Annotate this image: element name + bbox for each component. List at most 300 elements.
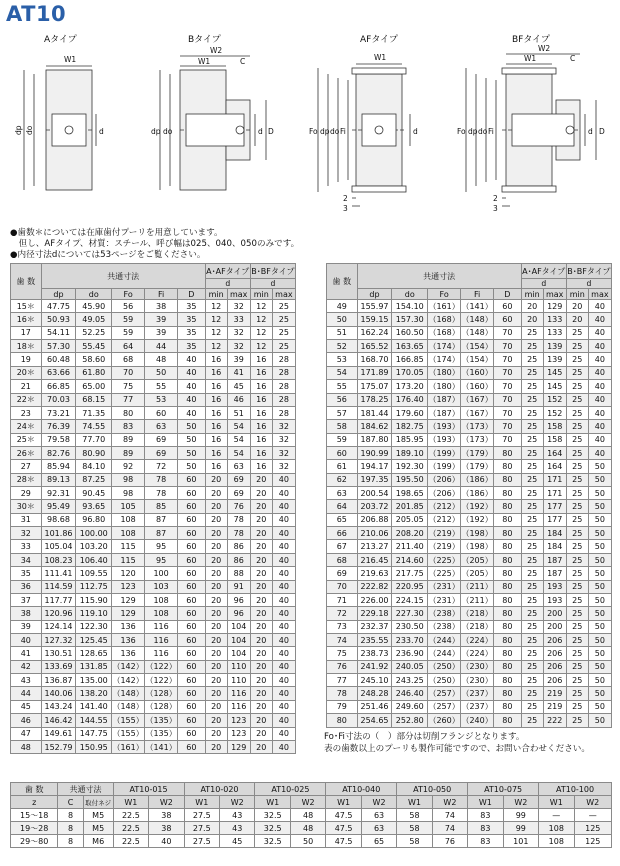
table-cell: （260） xyxy=(428,714,461,727)
table-cell: （211） xyxy=(461,580,494,593)
table-cell: 40 xyxy=(272,527,295,540)
table-cell: 60 xyxy=(494,300,522,313)
table-cell: （174） xyxy=(428,353,461,366)
table-cell: M5 xyxy=(83,809,113,822)
table-row xyxy=(327,433,612,446)
table-cell: 32 xyxy=(272,446,295,459)
table-cell: 20 xyxy=(205,620,227,633)
table-cell: 18＊ xyxy=(11,340,42,353)
table-cell: 159.15 xyxy=(357,313,392,326)
table-cell: （186） xyxy=(461,473,494,486)
table-cell: 40 xyxy=(272,513,295,526)
table-cell: 25 xyxy=(566,366,588,379)
table-cell: 182.75 xyxy=(392,420,428,433)
footnote-line: 表の歯数以上のプーリも製作可能ですので、お問い合わせください。 xyxy=(324,744,590,754)
table-cell: 149.61 xyxy=(41,727,76,740)
table-cell: 50 xyxy=(588,580,611,593)
table-cell: 25 xyxy=(521,500,543,513)
table-cell: 41 xyxy=(227,366,250,379)
table-cell: 12 xyxy=(205,313,227,326)
table-row xyxy=(11,660,296,673)
table-cell: 83 xyxy=(468,809,503,822)
table-cell: 32.5 xyxy=(255,822,291,835)
table-cell: 50 xyxy=(588,674,611,687)
table-cell: 69 xyxy=(145,446,178,459)
table-cell: 12 xyxy=(205,300,227,313)
table-cell: 55 xyxy=(327,380,358,393)
table-cell: 217.75 xyxy=(392,567,428,580)
header-fi: Fi xyxy=(145,289,178,300)
table-cell: 20 xyxy=(205,714,227,727)
table-cell: 40 xyxy=(588,340,611,353)
table-cell: 20 xyxy=(205,553,227,566)
table-cell: 40 xyxy=(588,380,611,393)
table-cell: 25 xyxy=(566,553,588,566)
table-cell: 74.55 xyxy=(76,420,112,433)
table-cell: 25 xyxy=(521,714,543,727)
table-cell: 50 xyxy=(588,620,611,633)
table-cell: — xyxy=(574,809,612,822)
header-screw: 取付ネジ xyxy=(83,796,113,809)
table-cell: 194.17 xyxy=(357,460,392,473)
table-cell: 39 xyxy=(11,620,42,633)
table-cell: 76 xyxy=(227,500,250,513)
table-cell: （238） xyxy=(428,607,461,620)
table-cell: 60 xyxy=(178,740,206,753)
header-do: do xyxy=(392,289,428,300)
table-cell: 70 xyxy=(494,393,522,406)
table-cell: 60 xyxy=(178,647,206,660)
table-cell: 22.5 xyxy=(113,809,149,822)
table-cell: （174） xyxy=(428,340,461,353)
table-cell: 25 xyxy=(521,420,543,433)
table-cell: 25 xyxy=(566,714,588,727)
table-cell: 25 xyxy=(566,420,588,433)
type-bf-label: BFタイプ xyxy=(512,35,550,45)
table-cell: 103 xyxy=(145,580,178,593)
table-row xyxy=(327,593,612,606)
header-min: min xyxy=(566,289,588,300)
table-cell: 80 xyxy=(494,674,522,687)
table-cell: 83 xyxy=(112,420,145,433)
table-row xyxy=(11,540,296,553)
table-cell: 45 xyxy=(220,835,255,848)
table-row xyxy=(11,487,296,500)
table-cell: 216.45 xyxy=(357,553,392,566)
table-cell: 130.51 xyxy=(41,647,76,660)
table-cell: 50 xyxy=(588,647,611,660)
table-cell: 45 xyxy=(11,700,42,713)
table-cell: 80 xyxy=(494,460,522,473)
table-cell: 40 xyxy=(272,633,295,646)
table-cell: 40 xyxy=(272,647,295,660)
table-cell: 16 xyxy=(250,460,272,473)
table-cell: 80 xyxy=(112,406,145,419)
table-cell: 243.25 xyxy=(392,674,428,687)
table-row xyxy=(327,340,612,353)
table-cell: 20 xyxy=(205,540,227,553)
table-cell: 40 xyxy=(272,473,295,486)
table-cell: 80 xyxy=(494,487,522,500)
table-cell: 176.40 xyxy=(392,393,428,406)
table-cell: （225） xyxy=(428,567,461,580)
table-cell: 206.88 xyxy=(357,513,392,526)
header-w2: W2 xyxy=(220,796,255,809)
header-group: AT10-075 xyxy=(468,783,539,796)
table-cell: 116 xyxy=(227,687,250,700)
table-cell: 136.87 xyxy=(41,674,76,687)
header-group: AT10-025 xyxy=(255,783,326,796)
table-cell: 50 xyxy=(588,660,611,673)
table-cell: 50 xyxy=(588,487,611,500)
table-cell: 25 xyxy=(566,687,588,700)
table-cell: 60 xyxy=(178,567,206,580)
table-cell: 110 xyxy=(227,674,250,687)
table-cell: （193） xyxy=(428,420,461,433)
table-cell: 26＊ xyxy=(11,446,42,459)
table-row xyxy=(11,393,296,406)
table-cell: 63.66 xyxy=(41,366,76,379)
table-cell: 40 xyxy=(178,366,206,379)
table-cell: 83 xyxy=(468,835,503,848)
svg-text:W2: W2 xyxy=(538,44,551,53)
table-cell: 50 xyxy=(588,700,611,713)
table-cell: 50 xyxy=(588,527,611,540)
table-cell: 60 xyxy=(178,527,206,540)
table-cell: 124.14 xyxy=(41,620,76,633)
table-cell: 40 xyxy=(272,567,295,580)
table-cell: 111.41 xyxy=(41,567,76,580)
table-cell: 48 xyxy=(145,353,178,366)
table-row xyxy=(327,380,612,393)
table-cell: 80 xyxy=(494,593,522,606)
table-cell: 140.06 xyxy=(41,687,76,700)
svg-text:Fo: Fo xyxy=(457,127,466,136)
table-cell: 200 xyxy=(543,620,566,633)
table-cell: 60 xyxy=(178,487,206,500)
table-cell: 25 xyxy=(521,326,543,339)
table-cell: 12 xyxy=(205,326,227,339)
table-cell: 108 xyxy=(112,527,145,540)
table-cell: 93.65 xyxy=(76,500,112,513)
table-cell: 100.00 xyxy=(76,527,112,540)
table-row xyxy=(327,366,612,379)
header-teeth: 歯 数 xyxy=(327,264,358,300)
svg-text:2: 2 xyxy=(343,194,348,203)
table-cell: 213.27 xyxy=(357,540,392,553)
table-cell: 25 xyxy=(566,593,588,606)
table-cell: 46 xyxy=(227,393,250,406)
table-cell: 25 xyxy=(566,607,588,620)
table-cell: 175.07 xyxy=(357,380,392,393)
table-cell: 145 xyxy=(543,366,566,379)
table-cell: 181.44 xyxy=(357,406,392,419)
table-cell: 40 xyxy=(178,406,206,419)
table-row xyxy=(11,687,296,700)
table-cell: 20 xyxy=(250,580,272,593)
table-cell: （198） xyxy=(461,540,494,553)
table-cell: 77 xyxy=(112,393,145,406)
table-cell: （211） xyxy=(461,593,494,606)
table-row xyxy=(11,406,296,419)
table-cell: 80 xyxy=(494,513,522,526)
table-cell: 50 xyxy=(145,366,178,379)
table-cell: （187） xyxy=(428,406,461,419)
table-cell: 37 xyxy=(11,593,42,606)
table-cell: 22＊ xyxy=(11,393,42,406)
table-cell: 70 xyxy=(112,366,145,379)
table-cell: 50 xyxy=(327,313,358,326)
table-row xyxy=(327,687,612,700)
svg-text:d: d xyxy=(413,127,418,136)
table-cell: 60 xyxy=(178,593,206,606)
table-cell: 50 xyxy=(588,513,611,526)
table-cell: 16 xyxy=(250,406,272,419)
table-cell: 71 xyxy=(327,593,358,606)
table-cell: 78 xyxy=(227,527,250,540)
table-cell: 50 xyxy=(588,460,611,473)
table-cell: 129 xyxy=(112,607,145,620)
table-cell: 20 xyxy=(205,567,227,580)
table-cell: （224） xyxy=(461,633,494,646)
table-cell: 157.30 xyxy=(392,313,428,326)
svg-text:Fo: Fo xyxy=(309,127,318,136)
table-cell: 58 xyxy=(397,835,432,848)
table-cell: 238.73 xyxy=(357,647,392,660)
table-cell: 40 xyxy=(272,540,295,553)
table-cell: 16 xyxy=(250,380,272,393)
table-cell: 193 xyxy=(543,593,566,606)
table-cell: 25 xyxy=(272,326,295,339)
header-w2: W2 xyxy=(361,796,396,809)
table-cell: 80 xyxy=(494,527,522,540)
table-cell: 49 xyxy=(327,300,358,313)
table-cell: 32 xyxy=(227,340,250,353)
table-cell: 152 xyxy=(543,393,566,406)
table-cell: 28 xyxy=(272,353,295,366)
table-cell: 170.05 xyxy=(392,366,428,379)
header-group: AT10-015 xyxy=(113,783,184,796)
table-cell: 164 xyxy=(543,460,566,473)
svg-text:3: 3 xyxy=(493,204,498,213)
table-cell: 32.5 xyxy=(255,809,291,822)
table-cell: 69 xyxy=(227,487,250,500)
table-cell: 25 xyxy=(566,353,588,366)
table-row xyxy=(11,740,296,753)
table-cell: 185.95 xyxy=(392,433,428,446)
table-cell: （128） xyxy=(145,687,178,700)
table-cell: 40 xyxy=(272,607,295,620)
table-cell: 40 xyxy=(588,353,611,366)
table-cell: 66 xyxy=(327,527,358,540)
svg-text:W1: W1 xyxy=(198,57,211,66)
header-fi: Fi xyxy=(461,289,494,300)
table-cell: 144.55 xyxy=(76,714,112,727)
table-cell: （161） xyxy=(112,740,145,753)
table-cell: 20 xyxy=(250,487,272,500)
table-cell: 192.30 xyxy=(392,460,428,473)
table-cell: 35 xyxy=(178,326,206,339)
table-cell: 57 xyxy=(327,406,358,419)
table-cell: 76.39 xyxy=(41,420,76,433)
table-cell: 187 xyxy=(543,553,566,566)
table-cell: 12 xyxy=(250,300,272,313)
table-row xyxy=(327,326,612,339)
table-cell: （250） xyxy=(428,674,461,687)
table-cell: 206 xyxy=(543,660,566,673)
table-cell: （193） xyxy=(428,433,461,446)
table-cell: 222.82 xyxy=(357,580,392,593)
table-cell: （167） xyxy=(461,393,494,406)
table-cell: 136 xyxy=(112,647,145,660)
table-cell: 50.93 xyxy=(41,313,76,326)
table-cell: 139 xyxy=(543,340,566,353)
table-cell: 40 xyxy=(272,660,295,673)
table-cell: 20 xyxy=(250,633,272,646)
table-cell: 54.11 xyxy=(41,326,76,339)
table-cell: 16 xyxy=(250,353,272,366)
header-D: D xyxy=(178,289,206,300)
table-cell: 25 xyxy=(566,674,588,687)
table-cell: 101.86 xyxy=(41,527,76,540)
table-cell: 80 xyxy=(494,647,522,660)
table-row xyxy=(327,446,612,459)
table-cell: 187 xyxy=(543,567,566,580)
table-cell: （238） xyxy=(428,620,461,633)
table-cell: 233.70 xyxy=(392,633,428,646)
table-cell: 55.45 xyxy=(76,340,112,353)
table-cell: （225） xyxy=(428,553,461,566)
table-row xyxy=(327,513,612,526)
header-d: d xyxy=(205,279,250,289)
table-cell: 40 xyxy=(272,500,295,513)
table-cell: 51 xyxy=(227,406,250,419)
table-row xyxy=(327,607,612,620)
table-cell: （135） xyxy=(145,727,178,740)
table-cell: 60 xyxy=(327,446,358,459)
table-cell: 63 xyxy=(145,420,178,433)
table-cell: 69 xyxy=(327,567,358,580)
table-cell: （173） xyxy=(461,420,494,433)
table-cell: 60.48 xyxy=(41,353,76,366)
table-cell: 54 xyxy=(227,446,250,459)
table-cell: 198.65 xyxy=(392,487,428,500)
header-group: AT10-040 xyxy=(326,783,397,796)
spec-table-right xyxy=(326,263,612,728)
table-cell: 20 xyxy=(250,527,272,540)
table-cell: 168.70 xyxy=(357,353,392,366)
table-cell: 50 xyxy=(178,460,206,473)
table-cell: 108 xyxy=(145,607,178,620)
table-row xyxy=(11,809,612,822)
table-cell: 65 xyxy=(327,513,358,526)
table-cell: 184.62 xyxy=(357,420,392,433)
table-cell: 60 xyxy=(178,674,206,687)
header-w1: W1 xyxy=(326,796,362,809)
table-cell: 136 xyxy=(112,633,145,646)
header-dp: dp xyxy=(357,289,392,300)
table-cell: 189.10 xyxy=(392,446,428,459)
table-cell: 20 xyxy=(250,660,272,673)
table-row xyxy=(11,513,296,526)
table-cell: 25 xyxy=(566,487,588,500)
table-cell: 210.06 xyxy=(357,527,392,540)
table-cell: 25 xyxy=(521,593,543,606)
header-max: max xyxy=(543,289,566,300)
header-D: D xyxy=(494,289,522,300)
svg-text:dp: dp xyxy=(151,127,161,136)
table-row xyxy=(11,433,296,446)
table-cell: 8 xyxy=(58,822,83,835)
table-cell: 108.23 xyxy=(41,553,76,566)
table-cell: 41 xyxy=(11,647,42,660)
table-cell: 193 xyxy=(543,580,566,593)
table-cell: 109.55 xyxy=(76,567,112,580)
table-cell: 60 xyxy=(178,687,206,700)
table-cell: 80 xyxy=(494,620,522,633)
table-cell: 70 xyxy=(327,580,358,593)
table-cell: 103.20 xyxy=(76,540,112,553)
table-cell: 62 xyxy=(327,473,358,486)
table-row xyxy=(11,420,296,433)
table-cell: 12 xyxy=(250,340,272,353)
table-cell: 25 xyxy=(521,527,543,540)
table-cell: 165.52 xyxy=(357,340,392,353)
table-cell: （250） xyxy=(428,660,461,673)
table-cell: 38 xyxy=(145,300,178,313)
table-cell: 119.10 xyxy=(76,607,112,620)
header-w2: W2 xyxy=(503,796,538,809)
table-cell: 20 xyxy=(205,700,227,713)
table-cell: 48 xyxy=(290,809,325,822)
table-cell: 108 xyxy=(112,513,145,526)
table-cell: 50 xyxy=(178,420,206,433)
svg-text:dp: dp xyxy=(14,125,23,135)
table-cell: 75 xyxy=(327,647,358,660)
table-cell: 219 xyxy=(543,687,566,700)
table-row xyxy=(11,674,296,687)
table-cell: 20 xyxy=(521,313,543,326)
table-cell: 20 xyxy=(250,740,272,753)
table-row xyxy=(327,527,612,540)
table-cell: 25 xyxy=(272,300,295,313)
table-cell: 19～28 xyxy=(11,822,58,835)
table-cell: 53 xyxy=(327,353,358,366)
table-cell: 105.04 xyxy=(41,540,76,553)
table-cell: 40 xyxy=(272,700,295,713)
table-cell: 48 xyxy=(290,822,325,835)
table-cell: 99 xyxy=(503,809,538,822)
table-row xyxy=(327,660,612,673)
table-cell: 17 xyxy=(11,326,42,339)
page-title: AT10 xyxy=(6,2,67,26)
table-cell: 155.97 xyxy=(357,300,392,313)
table-cell: 80 xyxy=(327,714,358,727)
table-cell: 20 xyxy=(205,607,227,620)
table-cell: 40 xyxy=(588,313,611,326)
table-cell: 80.90 xyxy=(76,446,112,459)
header-max: max xyxy=(227,289,250,300)
table-cell: 96 xyxy=(227,593,250,606)
footnote-line: Fo･Fi寸法の（ ）部分は切削フランジとなります。 xyxy=(324,732,525,742)
table-cell: 40 xyxy=(588,326,611,339)
table-cell: 40 xyxy=(178,380,206,393)
table-cell: 75 xyxy=(112,380,145,393)
table-cell: 87 xyxy=(145,513,178,526)
table-cell: 117.77 xyxy=(41,593,76,606)
table-cell: 73 xyxy=(327,620,358,633)
table-cell: 78 xyxy=(145,473,178,486)
